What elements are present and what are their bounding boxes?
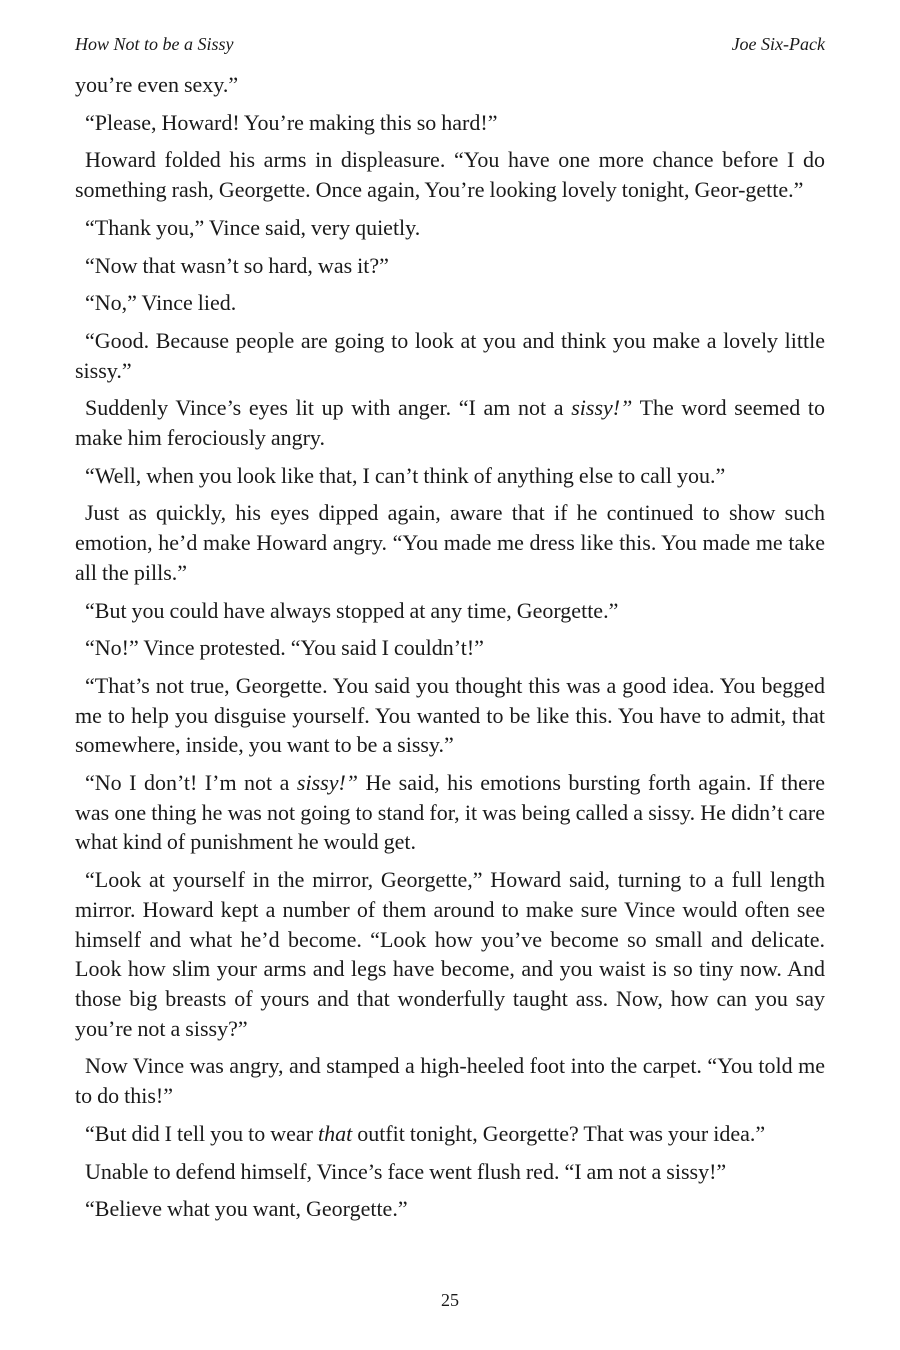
text-run: “But did I tell you to wear [85,1120,318,1146]
page-number: 25 [441,1290,459,1310]
paragraph: “Now that wasn’t so hard, was it?” [85,252,389,278]
text-run: Suddenly Vince’s eyes lit up with anger. “I am not a [85,395,572,421]
paragraph: Unable to defend himself, Vince’s face went flush red. “I am not a sissy!” [85,1158,727,1184]
emphasis: sissy!” [296,770,359,796]
body-text [75,70,825,1232]
paragraph: “Well, when you look like that, I can’t think of anything else to call you.” [85,462,726,488]
emphasis: that [317,1120,353,1146]
paragraph: Howard folded his arms in displeasure. “You have one more chance before I do something rash, Georgette. Once again, You’re looking lovely tonight, Geor-gette.” [75,147,825,203]
paragraph [75,768,825,857]
paragraph: Now Vince was angry, and stamped a high-heeled foot into the carpet. “You told me to do this!” [75,1053,825,1109]
paragraph: “No,” Vince lied. [85,290,237,316]
text-run: outfit tonight, Georgette? That was your idea.” [352,1120,766,1146]
paragraph [75,1119,825,1149]
running-head-author: Joe Six-Pack [731,34,825,54]
text-run: The word seemed to make him ferociously angry. [75,395,825,451]
paragraph: “No!” Vince protested. “You said I couldn’t!” [85,635,484,661]
running-head [75,34,825,60]
paragraph: “That’s not true, Georgette. You said you thought this was a good idea. You begged me to help you disguise yourself. You wanted to be like this. You have to admit, that somewhere, inside, you want to be a sissy.” [75,672,825,758]
paragraph: “Good. Because people are going to look at you and think you make a lovely little sissy.” [75,327,825,383]
paragraph: “Thank you,” Vince said, very quietly. [85,214,421,240]
paragraph: “Look at yourself in the mirror, Georgette,” Howard said, turning to a full length mirror. Howard kept a number of them around to make sure Vince would often see himself and what he’d become. “Look how you’ve become so small and delicate. Look how slim your arms and legs have become, and you waist is so tiny now. And those big breasts of yours and that wonderfully taught ass. Now, how can you say you’re not a sissy?” [75,867,825,1041]
paragraph [75,393,825,452]
text-run: He said, his emotions bursting forth again. If there was one thing he was not going to stand for, it was being called a sissy. He didn’t care what kind of punishment he would get. [75,770,825,855]
book-page [75,0,825,1350]
paragraph: you’re even sexy.” [75,72,239,97]
text-run: “No I don’t! I’m not a [85,770,297,796]
emphasis: sissy!” [571,395,633,421]
running-head-title: How Not to be a Sissy [75,34,234,54]
paragraph: “Believe what you want, Georgette.” [85,1196,408,1222]
paragraph: “But you could have always stopped at any time, Georgette.” [85,597,619,623]
paragraph: Just as quickly, his eyes dipped again, aware that if he continued to show such emotion, he’d make Howard angry. “You made me dress like this. You made me take all the pills.” [75,500,825,585]
paragraph: “Please, Howard! You’re making this so hard!” [85,109,498,135]
